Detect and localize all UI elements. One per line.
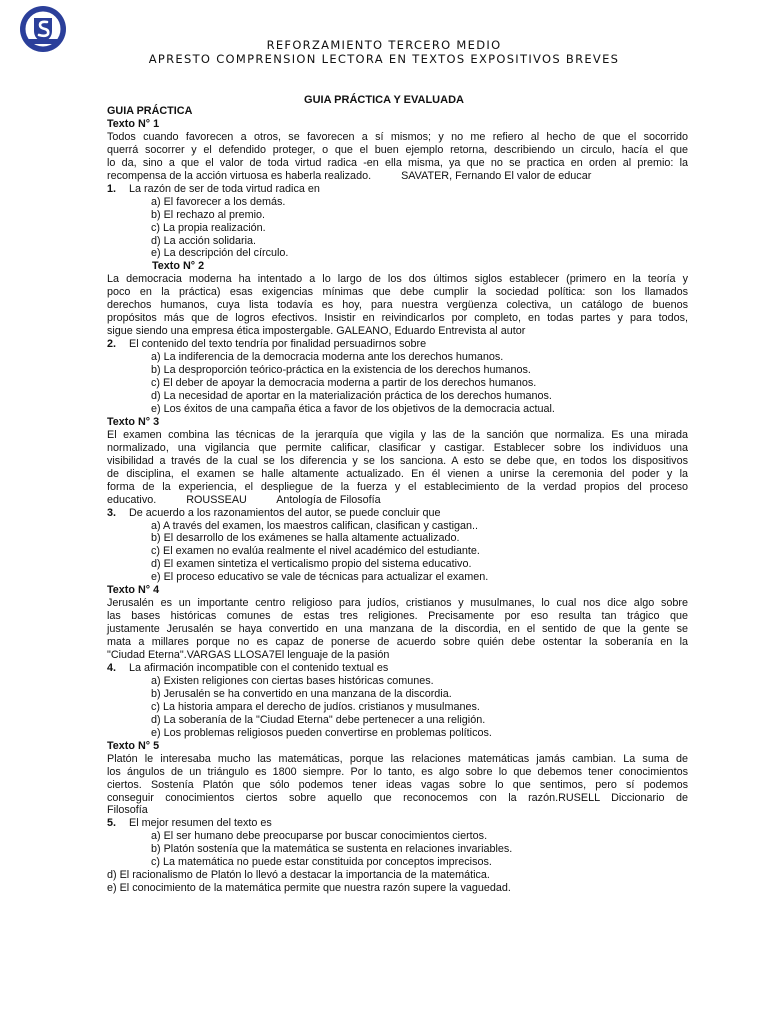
answer-option: a) El ser humano debe preocuparse por buscar conocimientos ciertos.	[151, 830, 488, 843]
document-header	[0, 38, 768, 66]
passage-line: sigue siendo una empresa ética impostergable. GALEANO, Eduardo Entrevista al autor	[107, 325, 526, 338]
question-number: 1.	[107, 182, 117, 195]
answer-option: b) La desproporción teórico-práctica en la existencia de los derechos humanos.	[151, 364, 531, 377]
answer-option: d) El examen sintetiza el verticalismo propio del sistema educativo.	[151, 558, 472, 571]
passage-line: mata a millares porque no es capaz de ponerse de acuerdo sobre quién debe ostentar la soberanía en la	[107, 636, 688, 649]
text-label: Texto N° 1	[107, 117, 160, 130]
answer-option: c) El examen no evalúa realmente el nivel académico del estudiante.	[151, 545, 480, 558]
answer-option: e) Los éxitos de una campaña ética a favor de los objetivos de la democracia actual.	[151, 402, 555, 415]
question-stem	[107, 183, 688, 196]
text-label: Texto N° 2	[152, 260, 205, 273]
question-text: El contenido del texto tendría por finalidad persuadirnos sobre	[129, 338, 427, 351]
document-body	[107, 105, 688, 895]
question-text: El mejor resumen del texto es	[129, 817, 272, 830]
question-stem	[107, 817, 688, 830]
answer-option: a) A través del examen, los maestros califican, clasifican y castigan..	[151, 519, 479, 532]
header-line-2: APRESTO COMPRENSION LECTORA EN TEXTOS EXPOSITIVOS BREVES	[148, 52, 620, 66]
answer-option: e) El proceso educativo se vale de técnicas para actualizar el examen.	[151, 571, 489, 584]
answer-option: c) La historia ampara el derecho de judíos. cristianos y musulmanes.	[151, 700, 480, 713]
answer-option: b) El desarrollo de los exámenes se halla altamente actualizado.	[151, 532, 460, 545]
header-line-1: REFORZAMIENTO TERCERO MEDIO	[266, 38, 502, 52]
passage-line: recompensa de la acción virtuosa es haberla realizado. SAVATER, Fernando El valor de educar	[107, 169, 592, 182]
question-text: La razón de ser de toda virtud radica en	[129, 182, 320, 195]
question-stem	[107, 662, 688, 675]
passage-line: derechos humanos, cuya lista todavía es hoy, para nuestra vergüenza colectiva, un catálogo de buenos	[107, 299, 688, 312]
text-label: Texto N° 3	[107, 415, 160, 428]
answer-option: a) La indiferencia de la democracia moderna ante los derechos humanos.	[151, 351, 504, 364]
passage-line: poco en la práctica) esas exigencias mínimas que debe cumplir la sociedad política: son los llamados	[107, 286, 688, 299]
question-number: 2.	[107, 338, 117, 351]
answer-option: c) La propia realización.	[151, 221, 266, 234]
passage-line: Jerusalén es un importante centro religioso para judíos, cristianos y musulmanes, lo cual nos dice algo sobre	[107, 597, 688, 610]
question-text: De acuerdo a los razonamientos del autor, se puede concluir que	[129, 506, 441, 519]
passage-line: La democracia moderna ha intentado a lo largo de los dos últimos siglos establecer (primero en la teoría y	[107, 273, 688, 286]
answer-option: d) El racionalismo de Platón lo llevó a destacar la importancia de la matemática.	[107, 869, 490, 882]
passage-line: normalizado, una vigilancia que permite calificar, clasificar y castigar. Establecer sobre los individuos una	[107, 441, 688, 454]
question-number: 3.	[107, 506, 117, 519]
answer-option: d) La necesidad de aportar en la materialización práctica de los derechos humanos.	[151, 389, 552, 402]
section-label: GUIA PRÁCTICA	[107, 105, 193, 117]
answer-option: b) El rechazo al premio.	[151, 208, 266, 221]
answer-option: a) Existen religiones con ciertas bases históricas comunes.	[151, 674, 434, 687]
question-number: 4.	[107, 661, 117, 674]
answer-option: a) El favorecer a los demás.	[151, 195, 286, 208]
passage-line: de disciplina, el examen se halle altamente actualizado. En él vienen a unirse la ceremonia del poder y la	[107, 467, 688, 480]
passage-line: Filosofía	[107, 804, 148, 817]
passage-line: "Ciudad Eterna".VARGAS LLOSA7El lenguaje de la pasión	[107, 649, 390, 662]
answer-option: e) Los problemas religiosos pueden convertirse en problemas políticos.	[151, 726, 492, 739]
answer-option: b) Jerusalén se ha convertido en una manzana de la discordia.	[151, 687, 452, 700]
question-stem	[107, 507, 688, 520]
text-label: Texto N° 4	[107, 584, 160, 597]
answer-option: b) Platón sostenía que la matemática se sustenta en relaciones invariables.	[151, 843, 513, 856]
passage-line: las bases históricas comunes de estas tres religiones. Precisamente por eso resulta tan trágico que	[107, 610, 688, 623]
passage-line: justamente Jerusalén se haya convertido en una manzana de la discordia, en el sentido de que la gente se	[107, 623, 688, 636]
question-stem	[107, 338, 688, 351]
answer-option: e) La descripción del círculo.	[151, 247, 289, 260]
passage-line: forma de la experiencia, el despliegue de la fuerza y el establecimiento de la verdad propios del proceso	[107, 480, 688, 493]
passage-line: conseguir conocimientos ciertos sobre aquello que reconocemos con la razón.RUSELL Diccionario de	[107, 791, 688, 804]
answer-option: e) El conocimiento de la matemática permite que nuestra razón supere la vaguedad.	[107, 882, 511, 895]
passage-line: visibilidad a través de la cual se los diferencia y se los sanciona. A esto se debe que, en todos los dispositivos	[107, 454, 688, 467]
passage-line: educativo. ROUSSEAU Antología de Filosofía	[107, 493, 381, 506]
answer-option: d) La acción solidaria.	[151, 234, 257, 247]
answer-option: c) El deber de apoyar la democracia moderna a partir de los derechos humanos.	[151, 377, 537, 390]
passage-line: propósitos más que de logros efectivos. Insistir en reivindicarlos por completo, en todas partes y para todos,	[107, 312, 688, 325]
page-title: GUIA PRÁCTICA Y EVALUADA	[304, 94, 464, 106]
answer-option: c) La matemática no puede estar constituida por conceptos imprecisos.	[151, 856, 492, 869]
passage-line: querrá socorrer y el defendido proteger, o que el buen ejemplo retorna, describiendo un circulo, hacía el que	[107, 143, 688, 156]
question-number: 5.	[107, 817, 117, 830]
text-label: Texto N° 5	[107, 739, 160, 752]
passage-line: ciertos. Sostenía Platón que sólo podemos tener ideas vagas sobre lo que sentimos, pero sí podemos	[107, 778, 688, 791]
question-text: La afirmación incompatible con el contenido textual es	[129, 661, 389, 674]
passage-line: Platón le interesaba mucho las matemáticas, porque las relaciones matemáticas jamás cambian. La suma de	[107, 752, 688, 765]
passage-line: lo da, sino a que el valor de toda virtud radica -en ella misma, ya que no se practica en orden al premio: la	[107, 156, 688, 169]
passage-line: los ángulos de un triángulo es 1800 siempre. Por lo tanto, es algo sobre lo que debemos tener conocimientos	[107, 765, 688, 778]
passage-line: Todos cuando favorecen a otros, se favorecen a sí mismos; y no me refiero al hecho de que el socorrido	[107, 130, 688, 143]
answer-option: d) La soberanía de la "Ciudad Eterna" debe pertenecer a una religión.	[151, 713, 486, 726]
passage-line: El examen combina las técnicas de la jerarquía que vigila y las de la sanción que normaliza. Es una mirada	[107, 428, 688, 441]
